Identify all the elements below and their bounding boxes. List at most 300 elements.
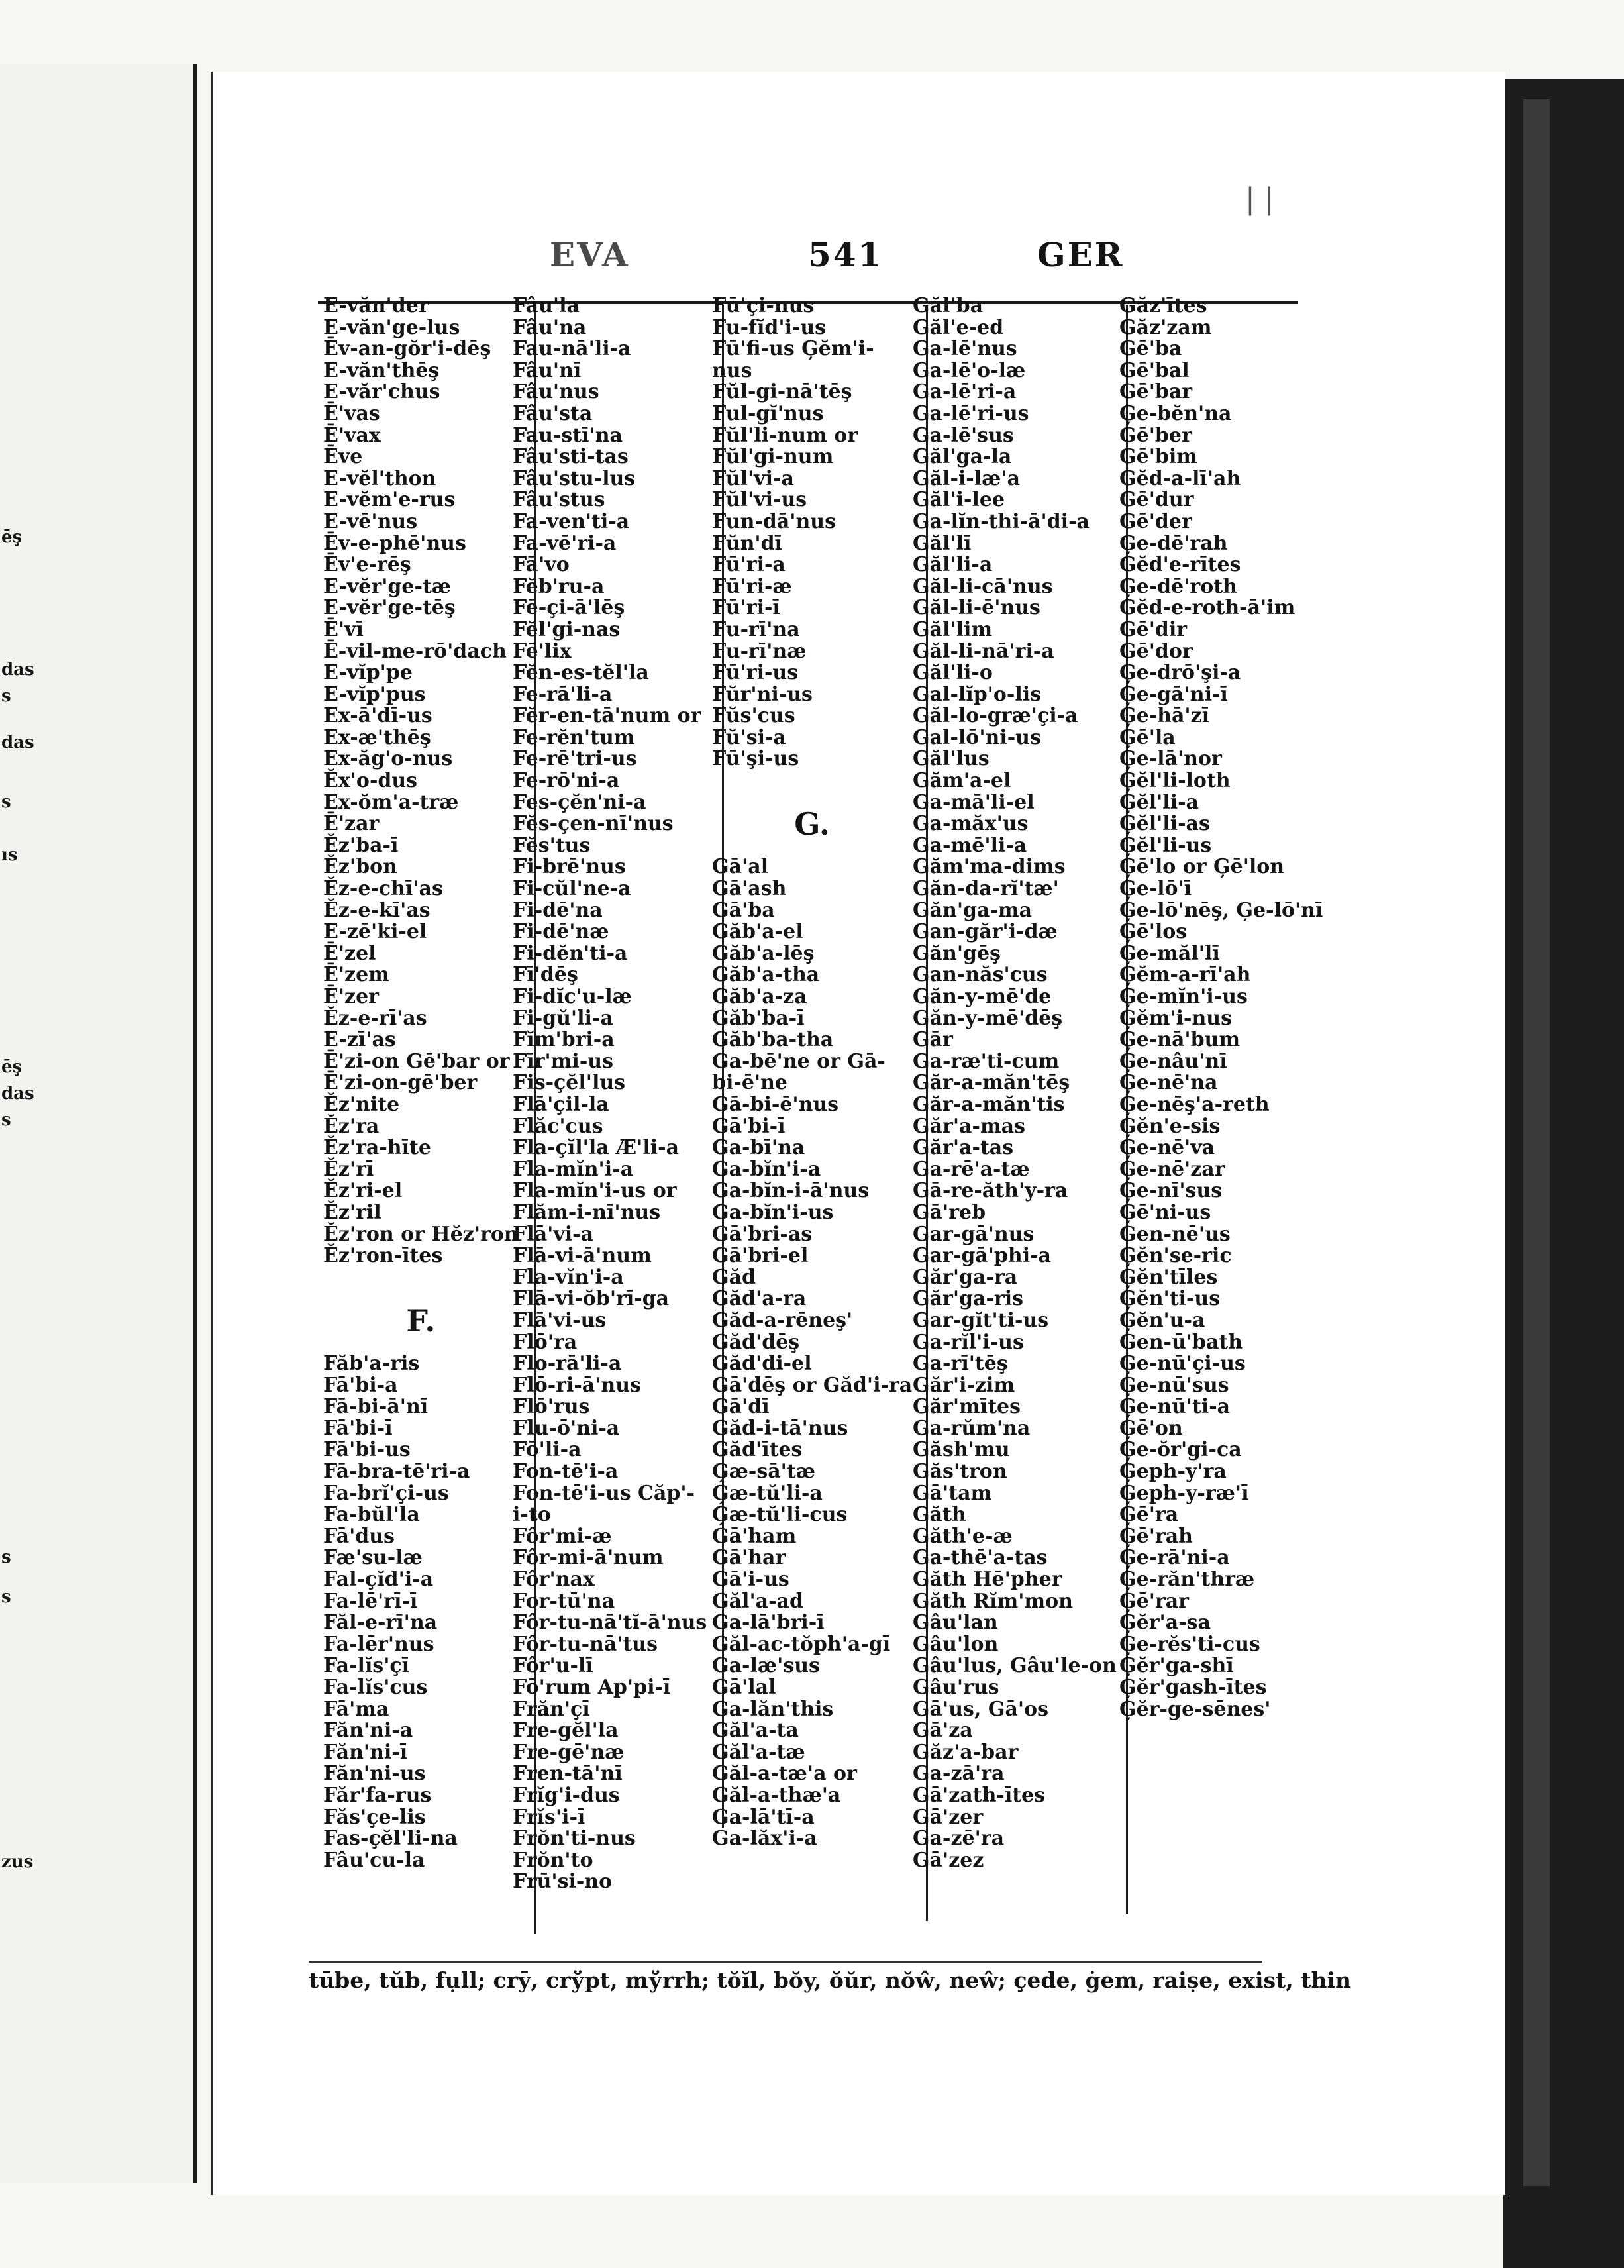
dictionary-entry: Fē'lix	[513, 639, 572, 663]
dictionary-entry: Frū'si-no	[513, 1870, 613, 1894]
dictionary-entry: Fôr-mi-ā'num	[513, 1546, 664, 1570]
running-head-right: GER	[1037, 235, 1125, 274]
dictionary-entry: Frĭs'i-ī	[513, 1805, 585, 1829]
dictionary-entry: Ģeph-y'ra	[1119, 1460, 1227, 1484]
section-letter: G.	[794, 806, 830, 843]
dictionary-entry: Ģe-drō'şi-a	[1119, 661, 1241, 685]
facing-page-fragment: s	[1, 1587, 11, 1607]
facing-page-fragment: s	[1, 686, 11, 706]
dictionary-entry: Ga-bĭn'i-a	[712, 1157, 821, 1181]
dictionary-entry: Ģe-nā'bum	[1119, 1028, 1241, 1052]
dictionary-entry: For-tū'na	[513, 1589, 615, 1613]
dictionary-entry: Ģĕn'se-ric	[1119, 1244, 1232, 1268]
dictionary-entry: Găl'lī	[913, 531, 972, 555]
dictionary-entry: Gē'dor	[1119, 639, 1193, 663]
dictionary-entry: Găb'a-el	[712, 920, 803, 944]
dictionary-entry: Ē'vax	[323, 423, 381, 447]
dictionary-entry: Fū'ri-æ	[712, 574, 792, 598]
dictionary-entry: Fū'fi-us Ģĕm'i-	[712, 337, 874, 361]
dictionary-entry: Ģĕn'tīles	[1119, 1265, 1218, 1289]
dictionary-entry: Găl'e-ed	[913, 315, 1004, 339]
dictionary-entry: Fa-brĭ'çi-us	[323, 1481, 449, 1505]
dictionary-entry: Gē'ba	[1119, 337, 1182, 361]
dictionary-entry: Fā'bi-us	[323, 1438, 411, 1462]
dictionary-entry: Gā'ash	[712, 877, 787, 901]
dictionary-entry: Gā'i-us	[712, 1568, 789, 1592]
dictionary-entry: Ē-vil-me-rō'dach	[323, 639, 507, 663]
dictionary-entry: Fū'çi-nus	[712, 294, 815, 317]
dictionary-entry: Fē-çi-ā'lēş	[513, 596, 625, 620]
dictionary-entry: Fâu'stu-lus	[513, 466, 636, 490]
dictionary-entry: Ēv'e-rēş	[323, 553, 411, 577]
dictionary-entry: Găd	[712, 1265, 756, 1289]
dictionary-entry: Fīr'mi-us	[513, 1049, 613, 1073]
dictionary-entry: Ģe-lō'nēş, Ģe-lō'nī	[1119, 898, 1323, 922]
dictionary-entry: Fæ'su-læ	[323, 1546, 423, 1570]
dictionary-entry: Ĕz'ra	[323, 1114, 380, 1138]
dictionary-entry: Ģe-dē'rah	[1119, 531, 1228, 555]
dictionary-entry: E-zē'ki-el	[323, 920, 427, 944]
dictionary-entry: Fō'rum Ap'pi-ī	[513, 1676, 671, 1699]
dictionary-entry: Găl'a-ta	[712, 1719, 799, 1743]
dictionary-entry: Ga-rŭm'na	[913, 1416, 1031, 1440]
dictionary-entry: Ģe-nī'sus	[1119, 1179, 1223, 1203]
dictionary-entry: Găm'ma-dims	[913, 855, 1066, 879]
dictionary-entry: Fŭl'li-num or	[712, 423, 858, 447]
dictionary-entry: Gā'dēş or Găd'i-ra	[712, 1373, 913, 1397]
dictionary-entry: E-vē'nus	[323, 509, 418, 533]
dictionary-entry: Ģē'la	[1119, 725, 1176, 749]
dictionary-entry: Fĕb'ru-a	[513, 574, 605, 598]
dictionary-entry: Flā'çil-la	[513, 1092, 609, 1116]
dictionary-entry: Fe-rā'li-a	[513, 682, 613, 706]
facing-page-fragment: das	[1, 1084, 34, 1104]
dictionary-entry: Ģe-răn'thræ	[1119, 1568, 1255, 1592]
dictionary-entry: Fŭl'vi-a	[712, 466, 794, 490]
dictionary-entry: Găz'zam	[1119, 315, 1212, 339]
dictionary-entry: E-vĭp'pe	[323, 661, 413, 685]
dictionary-entry: Ģe-mĭn'i-us	[1119, 985, 1248, 1008]
facing-page-fragment: das	[1, 733, 34, 752]
dictionary-entry: Ē'zi-on Gē'bar or	[323, 1049, 510, 1073]
dictionary-entry: Fau-stī'na	[513, 423, 623, 447]
dictionary-entry: Gal-lĭp'o-lis	[913, 682, 1042, 706]
dictionary-entry: Fŭs'cus	[712, 704, 795, 728]
dictionary-entry: Fŭl'vi-us	[712, 488, 807, 512]
dictionary-entry: Fa-lĭs'cus	[323, 1676, 428, 1699]
dictionary-entry: Ēv-an-gŏr'i-dēş	[323, 337, 491, 361]
dictionary-entry: Ē'vas	[323, 401, 380, 425]
dictionary-entry: Ga-lē'ri-a	[913, 380, 1017, 404]
dictionary-entry: Ga-bī'na	[712, 1136, 805, 1160]
dictionary-entry: Gā'za	[913, 1719, 973, 1743]
dictionary-entry: Fĕs-çen-nī'nus	[513, 812, 674, 836]
dictionary-entry: Ģe-măl'lī	[1119, 941, 1220, 965]
dictionary-entry: Găth Hē'pher	[913, 1568, 1062, 1592]
dictionary-entry: Gar-gā'phi-a	[913, 1244, 1051, 1268]
dictionary-entry: Fĕs'tus	[513, 833, 591, 857]
dictionary-entry: Fa-lēr'nus	[323, 1632, 434, 1656]
dictionary-entry: Găz'ītes	[1119, 294, 1207, 317]
dictionary-entry: Gār	[913, 1028, 953, 1052]
dictionary-entry: Ĕz'ba-ī	[323, 833, 399, 857]
facing-page-fragment: s	[1, 792, 11, 812]
dictionary-entry: E-vĕm'e-rus	[323, 488, 456, 512]
dictionary-entry: Flō-ri-ā'nus	[513, 1373, 641, 1397]
dictionary-entry: Ga-mē'li-a	[913, 833, 1027, 857]
dictionary-entry: Ga-lē'sus	[913, 423, 1014, 447]
dictionary-entry: Ģæ-sā'tæ	[712, 1460, 815, 1484]
dictionary-entry: Fi-dē'na	[513, 898, 603, 922]
dictionary-entry: Ģeph-y-ræ'ī	[1119, 1481, 1249, 1505]
dictionary-entry: Fi-gŭ'li-a	[513, 1006, 613, 1030]
dictionary-entry: Flā'vi-a	[513, 1222, 594, 1246]
dictionary-entry: E-vĕl'thon	[323, 466, 436, 490]
dictionary-entry: Fŭr'ni-us	[712, 682, 813, 706]
dictionary-entry: Ēve	[323, 445, 363, 469]
dictionary-entry: Ģe-nū'çi-us	[1119, 1352, 1246, 1376]
dictionary-entry: Ģē'lo or Ģē'lon	[1119, 855, 1285, 879]
entry-column-1	[323, 295, 519, 1871]
dictionary-entry: Fa-bŭl'la	[323, 1503, 420, 1527]
dictionary-entry: Gĕd-a-lī'ah	[1119, 466, 1241, 490]
dictionary-entry: Ģē'los	[1119, 920, 1188, 944]
dictionary-entry: Gal-lō'ni-us	[913, 725, 1041, 749]
dictionary-entry: Gâu'lon	[913, 1632, 999, 1656]
dictionary-entry: Ĕz'ra-hīte	[323, 1136, 431, 1160]
dictionary-entry: Gen-nē'us	[1119, 1222, 1231, 1246]
dictionary-entry: Găl-li-nā'ri-a	[913, 639, 1054, 663]
dictionary-entry: Gā'ba	[712, 898, 775, 922]
dictionary-entry: Găd'ītes	[712, 1438, 803, 1462]
dictionary-entry: Făs'çe-lis	[323, 1805, 426, 1829]
dictionary-entry: Fau-nā'li-a	[513, 337, 631, 361]
dictionary-entry: Gā'bri-el	[712, 1244, 809, 1268]
dictionary-entry: Fre-gĕl'la	[513, 1719, 619, 1743]
dictionary-entry: Găl'li-a	[913, 553, 993, 577]
dictionary-entry: Gan-năs'cus	[913, 963, 1048, 987]
dictionary-entry: Fū'ri-a	[712, 553, 786, 577]
dictionary-entry: Ģe-nē'zar	[1119, 1157, 1225, 1181]
dictionary-entry: Fâu'stus	[513, 488, 605, 512]
dictionary-entry: Fa-ven'ti-a	[513, 509, 630, 533]
blank-line	[323, 1267, 519, 1289]
dictionary-entry: i-to	[513, 1503, 551, 1527]
dictionary-entry: Flu-ō'ni-a	[513, 1416, 620, 1440]
dictionary-entry: Gen-ū'bath	[1119, 1330, 1243, 1354]
dictionary-entry: Ģē'ni-us	[1119, 1200, 1211, 1224]
dictionary-entry: Ga-lē'ri-us	[913, 401, 1029, 425]
dictionary-entry: E-văn'der	[323, 294, 429, 317]
dictionary-entry: Flā-vi-ŏb'rī-ga	[513, 1287, 670, 1311]
blank-line	[712, 770, 912, 792]
dictionary-entry: Fu-fĭd'i-us	[712, 315, 827, 339]
dictionary-entry: Frŏn'to	[513, 1848, 593, 1872]
dictionary-entry: Gā'lal	[712, 1676, 776, 1699]
dictionary-entry: Ga-læ'sus	[712, 1654, 820, 1678]
dictionary-entry: Frĭg'i-dus	[513, 1783, 620, 1807]
dictionary-entry: Găb'ba-tha	[712, 1028, 834, 1052]
dictionary-entry: Fā'bi-a	[323, 1373, 398, 1397]
dictionary-entry: Găb'a-lēş	[712, 941, 815, 965]
dictionary-entry: Ex-ŏm'a-træ	[323, 790, 459, 814]
facing-page-edge-text	[0, 64, 34, 2183]
running-head-left: EVA	[550, 235, 630, 274]
dictionary-entry: Ga-ræ'ti-cum	[913, 1049, 1060, 1073]
corner-mark: | |	[1245, 182, 1274, 216]
dictionary-entry: Găl-li-ē'nus	[913, 596, 1040, 620]
dictionary-entry: Făl-e-rī'na	[323, 1611, 438, 1635]
dictionary-entry: Gē'der	[1119, 509, 1192, 533]
dictionary-entry: Făr'fa-rus	[323, 1783, 432, 1807]
dictionary-entry: E-vĭp'pus	[323, 682, 426, 706]
dictionary-entry: Ģĕr'ga-shī	[1119, 1654, 1234, 1678]
dictionary-entry: bi-ē'ne	[712, 1071, 787, 1095]
dictionary-entry: Ga-mā'li-el	[913, 790, 1035, 814]
dictionary-entry: Fi-dĕn'ti-a	[513, 941, 628, 965]
dictionary-entry: Fla-mĭn'i-a	[513, 1157, 634, 1181]
dictionary-entry: E-văr'chus	[323, 380, 440, 404]
dictionary-entry: Ĕz-e-rī'as	[323, 1006, 427, 1030]
dictionary-entry: Fi-dē'næ	[513, 920, 609, 944]
dictionary-entry: Flā-vi-ā'num	[513, 1244, 652, 1268]
dictionary-entry: Fa-lē'rī-ī	[323, 1589, 418, 1613]
dictionary-entry: Gâu'lan	[913, 1611, 998, 1635]
dictionary-entry: Găl-ac-tŏph'a-gī	[712, 1632, 891, 1656]
dictionary-entry: Fe-rē'tri-us	[513, 747, 637, 771]
dictionary-entry: Gē'bar	[1119, 380, 1193, 404]
dictionary-entry: Gâu'lus, Gâu'le-on	[913, 1654, 1117, 1678]
dictionary-entry: Găl-i-læ'a	[913, 466, 1021, 490]
dictionary-entry: Gĕd-e-roth-ā'im	[1119, 596, 1295, 620]
dictionary-entry: Fŭl'gi-num	[712, 445, 834, 469]
dictionary-entry: Ga-lĭn-thi-ā'di-a	[913, 509, 1090, 533]
dictionary-entry: Găth	[913, 1503, 966, 1527]
dictionary-entry: Fa-vē'ri-a	[513, 531, 617, 555]
dictionary-entry: Găb'ba-ī	[712, 1006, 805, 1030]
pronunciation-key: tūbe, tŭb, fụll; crȳ, crўpt, mўrrh; tŏĭl, bŏy, ŏŭr, nŏŵ, neŵ; çede, ġem, raiṣe, exist, thin	[309, 1967, 1352, 1993]
entry-column-5	[1119, 295, 1323, 1720]
dictionary-entry: Fā'bi-ī	[323, 1416, 393, 1440]
dictionary-entry: Fā-bra-tē'ri-a	[323, 1460, 470, 1484]
dictionary-entry: Ģe-nū'ti-a	[1119, 1395, 1231, 1419]
dictionary-entry: Ex-ăg'o-nus	[323, 747, 453, 771]
dictionary-entry: Fâu'la	[513, 294, 580, 317]
dictionary-entry: Flăm-i-nī'nus	[513, 1200, 661, 1224]
facing-page-fragment: s	[1, 1547, 11, 1567]
dictionary-entry: E-vĕr'ge-tæ	[323, 574, 452, 598]
dictionary-entry: Frăn'çī	[513, 1697, 590, 1721]
dictionary-entry: Gē'ber	[1119, 423, 1192, 447]
dictionary-entry: Ga-zē'ra	[913, 1827, 1005, 1851]
dictionary-entry: Găb'a-za	[712, 985, 807, 1008]
entry-column-2	[513, 295, 707, 1893]
dictionary-entry: Gĕd'e-rītes	[1119, 553, 1241, 577]
dictionary-entry: Ĕz'ron-ītes	[323, 1244, 443, 1268]
dictionary-entry: Ĕz-e-chī'as	[323, 877, 443, 901]
entry-column-4	[913, 295, 1117, 1871]
dictionary-entry: Ga-bē'ne or Gā-	[712, 1049, 886, 1073]
dictionary-entry: Flăc'cus	[513, 1114, 603, 1138]
dictionary-entry: Ex-æ'thēş	[323, 725, 431, 749]
dictionary-entry: Găn-y-mē'de	[913, 985, 1052, 1008]
dictionary-entry: Fôr'u-lī	[513, 1654, 593, 1678]
dictionary-entry: Ga-zā'ra	[913, 1762, 1005, 1786]
dictionary-entry: Ģe-bĕn'na	[1119, 401, 1232, 425]
dictionary-entry: Ģe-ŏr'gi-ca	[1119, 1438, 1242, 1462]
dictionary-entry: Fū'ri-us	[712, 661, 799, 685]
dictionary-entry: Ģĕn'e-sis	[1119, 1114, 1221, 1138]
dictionary-entry: E-vĕr'ge-tēş	[323, 596, 456, 620]
dictionary-entry: Ģe-dē'roth	[1119, 574, 1237, 598]
dictionary-entry: Găl'li-o	[913, 661, 993, 685]
dictionary-entry: Fon-tē'i-a	[513, 1460, 619, 1484]
dictionary-entry: Ģĕr'a-sa	[1119, 1611, 1211, 1635]
dictionary-entry: Ga-rī'tēş	[913, 1352, 1008, 1376]
dictionary-entry: Frŏn'ti-nus	[513, 1827, 636, 1851]
dictionary-entry: Ē'vī	[323, 617, 364, 641]
dictionary-entry: Gē'dir	[1119, 617, 1188, 641]
facing-page-fragment: zus	[1, 1852, 34, 1872]
dictionary-entry: Ga-thē'a-tas	[913, 1546, 1048, 1570]
dictionary-entry: Ģe-lō'ī	[1119, 877, 1192, 901]
dictionary-entry: Ģĕl'li-us	[1119, 833, 1212, 857]
dictionary-entry: Ga-măx'us	[913, 812, 1029, 836]
dictionary-entry: Ģe-nē'va	[1119, 1136, 1215, 1160]
dictionary-entry: Ģē'rah	[1119, 1524, 1193, 1548]
dictionary-entry: Fâu'cu-la	[323, 1848, 425, 1872]
dictionary-entry: Flā'vi-us	[513, 1308, 607, 1332]
dictionary-entry: Găr-a-măn'tis	[913, 1092, 1065, 1116]
dictionary-entry: Flō'rus	[513, 1395, 590, 1419]
dictionary-entry: Fis-çĕl'lus	[513, 1071, 626, 1095]
dictionary-entry: Fe-rĕn'tum	[513, 725, 635, 749]
dictionary-entry: Ga-lē'o-læ	[913, 358, 1026, 382]
dictionary-entry: Ē'zer	[323, 985, 379, 1008]
dictionary-entry: Fō'li-a	[513, 1438, 582, 1462]
dictionary-entry: Fā'dus	[323, 1524, 395, 1548]
dictionary-entry: Gā'zez	[913, 1848, 984, 1872]
dictionary-entry: Găr'i-zim	[913, 1373, 1015, 1397]
dictionary-entry: Găd'di-el	[712, 1352, 812, 1376]
dictionary-entry: Fū'ri-ī	[712, 596, 780, 620]
dictionary-entry: Gā'zer	[913, 1805, 984, 1829]
dictionary-entry: Gā'tam	[913, 1481, 992, 1505]
dictionary-entry: Gē'dur	[1119, 488, 1194, 512]
dictionary-entry: Gē'bim	[1119, 445, 1198, 469]
dictionary-entry: Fun-dā'nus	[712, 509, 836, 533]
dictionary-entry: Ģĕl'li-as	[1119, 812, 1210, 836]
dictionary-entry: Fla-vĭn'i-a	[513, 1265, 624, 1289]
dictionary-entry: Găn-y-mē'dēş	[913, 1006, 1063, 1030]
footer-rule	[309, 1961, 1262, 1963]
dictionary-entry: Găd-i-tā'nus	[712, 1416, 848, 1440]
dictionary-entry: Găl'a-ad	[712, 1589, 803, 1613]
dictionary-entry: Ģĕn'u-a	[1119, 1308, 1205, 1332]
dictionary-entry: Găn-da-rĭ'tæ'	[913, 877, 1059, 901]
dictionary-entry: Fal-çĭd'i-a	[323, 1568, 434, 1592]
facing-page-fragment: s	[1, 1110, 11, 1130]
dictionary-entry: Ē'zel	[323, 941, 376, 965]
dictionary-entry: Fâu'sti-tas	[513, 445, 629, 469]
facing-page	[0, 64, 197, 2183]
dictionary-entry: Ēv-e-phē'nus	[323, 531, 466, 555]
dictionary-entry: Fla-çĭl'la Æ'li-a	[513, 1136, 680, 1160]
dictionary-entry: Găr'ga-ris	[913, 1287, 1024, 1311]
dictionary-entry: Ģĕl'li-a	[1119, 790, 1199, 814]
dictionary-entry: Găz'a-bar	[913, 1740, 1019, 1764]
dictionary-entry: Ģĕr-ge-sēnes'	[1119, 1697, 1271, 1721]
dictionary-entry: Ģe-nâu'nī	[1119, 1049, 1227, 1073]
dictionary-entry: Găr'a-mas	[913, 1114, 1026, 1138]
dictionary-entry: Găth'e-æ	[913, 1524, 1013, 1548]
dictionary-entry: Fĕr-en-tā'num or	[513, 704, 701, 728]
dictionary-entry: Fi-brē'nus	[513, 855, 626, 879]
dictionary-entry: Fi-dĭc'u-læ	[513, 985, 632, 1008]
dictionary-entry: Ga-lăn'this	[712, 1697, 834, 1721]
dictionary-entry: Ģe-nēş'a-reth	[1119, 1092, 1270, 1116]
dictionary-entry: Ģĕl'li-loth	[1119, 769, 1231, 793]
dictionary-entry: Flō'ra	[513, 1330, 578, 1354]
facing-page-fragment: ıs	[1, 845, 18, 865]
dictionary-entry: Fôr-tu-nā'tus	[513, 1632, 658, 1656]
dictionary-entry: Ģe-lā'nor	[1119, 747, 1222, 771]
book-edge	[1503, 79, 1624, 2268]
dictionary-entry: Fla-mĭn'i-us or	[513, 1179, 677, 1203]
dictionary-entry: Ģē'on	[1119, 1416, 1183, 1440]
facing-page-fragment: das	[1, 660, 34, 680]
dictionary-entry: Gā'har	[712, 1546, 786, 1570]
dictionary-entry: Găd-a-rēneş'	[712, 1308, 853, 1332]
dictionary-entry: Gē'bal	[1119, 358, 1190, 382]
book-edge-inner	[1523, 99, 1550, 2186]
dictionary-entry: Găd'a-ra	[712, 1287, 807, 1311]
dictionary-entry: Fā'vo	[513, 553, 570, 577]
dictionary-entry: Găl'ba	[913, 294, 984, 317]
dictionary-entry: Ē'zar	[323, 812, 380, 836]
dictionary-entry: Găr'ga-ra	[913, 1265, 1018, 1289]
dictionary-entry: Găm'a-el	[913, 769, 1011, 793]
dictionary-entry: Ģē'ra	[1119, 1503, 1179, 1527]
dictionary-entry: nus	[712, 358, 752, 382]
dictionary-entry: Găn'gēş	[913, 941, 1001, 965]
dictionary-entry: Ģæ-tŭ'li-a	[712, 1481, 823, 1505]
dictionary-entry: Ģe-hā'zī	[1119, 704, 1210, 728]
dictionary-entry: Găr'a-tas	[913, 1136, 1014, 1160]
dictionary-entry: Ga-lē'nus	[913, 337, 1017, 361]
dictionary-entry: Ĕz'rī	[323, 1157, 374, 1181]
dictionary-entry: Gar-gā'nus	[913, 1222, 1035, 1246]
dictionary-entry: Găth Rĭm'mon	[913, 1589, 1073, 1613]
dictionary-entry: Ĕz'nite	[323, 1092, 400, 1116]
dictionary-entry: Găb'a-tha	[712, 963, 820, 987]
dictionary-entry: Flo-rā'li-a	[513, 1352, 622, 1376]
dictionary-entry: Găr-a-măn'tēş	[913, 1071, 1070, 1095]
dictionary-entry: E-zī'as	[323, 1028, 396, 1052]
dictionary-entry: Fôr'mi-æ	[513, 1524, 612, 1548]
dictionary-entry: Fâu'nus	[513, 380, 599, 404]
section-letter: F.	[406, 1302, 436, 1339]
dictionary-entry: Fĕn-es-tĕl'la	[513, 661, 649, 685]
dictionary-entry: Ģĕm-a-rī'ah	[1119, 963, 1251, 987]
dictionary-entry: Fi-cŭl'ne-a	[513, 877, 631, 901]
dictionary-entry: Ĕz'ron or Hĕz'ron	[323, 1222, 519, 1246]
dictionary-entry: Găl'a-tæ	[712, 1740, 805, 1764]
dictionary-entry: Fôr'nax	[513, 1568, 595, 1592]
dictionary-entry: Gā'ham	[712, 1524, 797, 1548]
dictionary-entry: Găl-lo-græ'çi-a	[913, 704, 1078, 728]
dictionary-entry: Fe-rō'ni-a	[513, 769, 620, 793]
